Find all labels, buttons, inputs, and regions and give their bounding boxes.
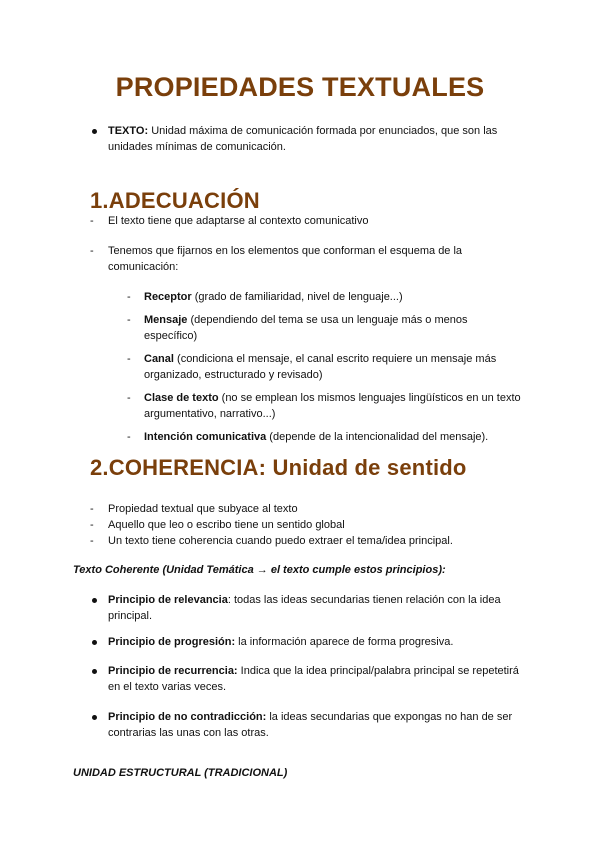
- element-mensaje: [144, 312, 489, 344]
- element-term: Clase de texto: [144, 392, 219, 404]
- bullet-icon: [92, 640, 97, 645]
- dash-marker: -: [127, 314, 131, 326]
- element-term: Receptor: [144, 291, 192, 303]
- coherencia-point-2: Aquello que leo o escribo tiene un sentido global: [108, 519, 345, 531]
- principle-no-contradiccion: [108, 709, 528, 741]
- element-text: (grado de familiaridad, nivel de lenguaje...): [191, 291, 403, 303]
- principle-term: Principio de no contradicción:: [108, 711, 267, 723]
- dash-marker: -: [127, 392, 131, 404]
- footer-heading: UNIDAD ESTRUCTURAL (TRADICIONAL): [73, 767, 288, 779]
- intro-text: Unidad máxima de comunicación formada por enunciados, que son las unidades mínimas de comunicación.: [108, 125, 498, 153]
- element-term: Intención comunicativa: [144, 431, 267, 443]
- principle-text: Indica que la idea principal/palabra principal se repetetirá en el texto varias veces.: [108, 665, 519, 693]
- element-text: (depende de la intencionalidad del mensaje).: [266, 431, 489, 443]
- element-intencion-comunicativa: [144, 429, 544, 445]
- principle-recurrencia: [108, 663, 528, 695]
- principle-term: Principio de recurrencia:: [108, 665, 238, 677]
- principle-progresion: [108, 634, 528, 650]
- element-term: Mensaje: [144, 314, 188, 326]
- bullet-icon: [92, 598, 97, 603]
- dash-marker: -: [90, 503, 94, 515]
- element-term: Canal: [144, 353, 174, 365]
- dash-marker: -: [90, 245, 94, 257]
- principle-text: la ideas secundarias que expongas no han de ser contrarias las unas con las otras.: [108, 711, 513, 739]
- page-title: PROPIEDADES TEXTUALES: [115, 72, 485, 102]
- principle-term: Principio de progresión:: [108, 636, 236, 648]
- element-clase-de-texto: [144, 390, 529, 422]
- principle-term: Principio de relevancia: [108, 594, 228, 606]
- intro-paragraph: [108, 123, 528, 155]
- adecuacion-point-2: Tenemos que fijarnos en los elementos que conforman el esquema de la comunicación:: [108, 245, 463, 273]
- dash-marker: -: [90, 535, 94, 547]
- section-heading-adecuacion: 1.ADECUACIÓN: [90, 188, 260, 213]
- dash-marker: -: [90, 519, 94, 531]
- dash-marker: -: [90, 215, 94, 227]
- element-text: (dependiendo del tema se usa un lenguaje más o menos específico): [144, 314, 468, 342]
- bullet-icon: [92, 715, 97, 720]
- dash-marker: -: [127, 431, 131, 443]
- bullet-icon: [92, 129, 97, 134]
- element-text: (no se emplean los mismos lenguajes lingüísticos en un texto argumentativo, narrativo...): [144, 392, 521, 420]
- section-heading-coherencia: 2.COHERENCIA: Unidad de sentido: [90, 455, 467, 480]
- element-canal: [144, 351, 504, 383]
- bullet-icon: [92, 669, 97, 674]
- principle-relevancia: [108, 592, 518, 624]
- coherencia-point-3: Un texto tiene coherencia cuando puedo extraer el tema/idea principal.: [108, 535, 453, 547]
- coherencia-subheading: Texto Coherente (Unidad Temática → el texto cumple estos principios):: [73, 564, 446, 576]
- dash-marker: -: [127, 353, 131, 365]
- coherencia-point-1: Propiedad textual que subyace al texto: [108, 503, 298, 515]
- adecuacion-point-1: El texto tiene que adaptarse al contexto comunicativo: [108, 215, 369, 227]
- principle-text: : todas las ideas secundarias tienen relación con la idea principal.: [108, 594, 501, 622]
- dash-marker: -: [127, 291, 131, 303]
- element-receptor: [144, 289, 524, 305]
- element-text: (condiciona el mensaje, el canal escrito requiere un mensaje más organizado, estructurado y revisado): [144, 353, 497, 381]
- intro-term: TEXTO:: [108, 125, 149, 137]
- principle-text: la información aparece de forma progresiva.: [235, 636, 454, 648]
